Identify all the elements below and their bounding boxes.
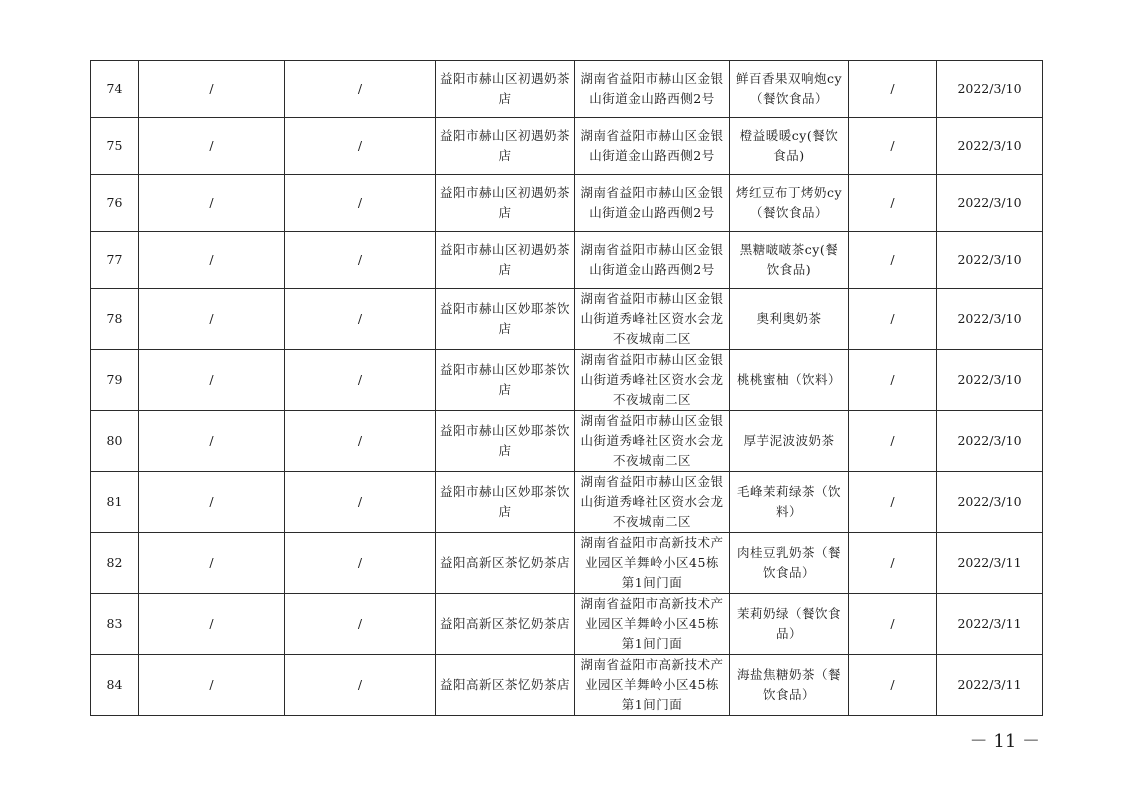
- page-number: － 11 －: [969, 731, 1040, 752]
- table-row: [91, 175, 1043, 232]
- cell-no: 79: [91, 350, 139, 411]
- cell-store-name: 益阳市赫山区初遇奶茶店: [436, 175, 575, 232]
- cell-address: 湖南省益阳市高新技术产业园区羊舞岭小区45栋第1间门面: [575, 533, 730, 594]
- cell-store-name: 益阳市赫山区妙耶茶饮店: [436, 289, 575, 350]
- cell-date: 2022/3/10: [937, 232, 1043, 289]
- cell-col2: /: [139, 655, 285, 716]
- cell-product: 厚芋泥波波奶茶: [730, 411, 849, 472]
- cell-no: 78: [91, 289, 139, 350]
- cell-date: 2022/3/10: [937, 472, 1043, 533]
- cell-store-name: 益阳市赫山区初遇奶茶店: [436, 232, 575, 289]
- cell-col7: /: [849, 175, 937, 232]
- cell-col2: /: [139, 175, 285, 232]
- cell-store-name: 益阳高新区茶忆奶茶店: [436, 655, 575, 716]
- cell-col2: /: [139, 594, 285, 655]
- cell-col7: /: [849, 472, 937, 533]
- cell-col2: /: [139, 118, 285, 175]
- cell-product: 鲜百香果双响炮cy（餐饮食品）: [730, 61, 849, 118]
- cell-no: 75: [91, 118, 139, 175]
- cell-col3: /: [285, 594, 436, 655]
- cell-col3: /: [285, 472, 436, 533]
- cell-col2: /: [139, 289, 285, 350]
- cell-date: 2022/3/11: [937, 594, 1043, 655]
- cell-col7: /: [849, 350, 937, 411]
- cell-date: 2022/3/11: [937, 655, 1043, 716]
- cell-date: 2022/3/10: [937, 175, 1043, 232]
- cell-address: 湖南省益阳市赫山区金银山街道秀峰社区资水会龙不夜城南二区: [575, 350, 730, 411]
- cell-col7: /: [849, 533, 937, 594]
- cell-no: 77: [91, 232, 139, 289]
- cell-no: 80: [91, 411, 139, 472]
- cell-product: 桃桃蜜柚（饮料）: [730, 350, 849, 411]
- cell-no: 84: [91, 655, 139, 716]
- cell-product: 橙益暖暖cy(餐饮食品): [730, 118, 849, 175]
- table-row: [91, 232, 1043, 289]
- cell-address: 湖南省益阳市赫山区金银山街道金山路西侧2号: [575, 232, 730, 289]
- cell-col7: /: [849, 655, 937, 716]
- cell-address: 湖南省益阳市赫山区金银山街道金山路西侧2号: [575, 118, 730, 175]
- cell-store-name: 益阳高新区茶忆奶茶店: [436, 594, 575, 655]
- cell-col3: /: [285, 533, 436, 594]
- table-body: [91, 61, 1043, 716]
- table-row: [91, 289, 1043, 350]
- cell-col2: /: [139, 232, 285, 289]
- cell-col3: /: [285, 61, 436, 118]
- cell-col7: /: [849, 61, 937, 118]
- cell-product: 毛峰茉莉绿茶（饮料）: [730, 472, 849, 533]
- cell-col3: /: [285, 118, 436, 175]
- table-row: [91, 594, 1043, 655]
- inspection-table: [90, 60, 1043, 716]
- cell-product: 黑糖啵啵茶cy(餐饮食品): [730, 232, 849, 289]
- cell-product: 奥利奥奶茶: [730, 289, 849, 350]
- cell-product: 烤红豆布丁烤奶cy（餐饮食品）: [730, 175, 849, 232]
- cell-address: 湖南省益阳市赫山区金银山街道金山路西侧2号: [575, 61, 730, 118]
- cell-no: 76: [91, 175, 139, 232]
- table-row: [91, 61, 1043, 118]
- cell-col3: /: [285, 175, 436, 232]
- cell-store-name: 益阳市赫山区妙耶茶饮店: [436, 350, 575, 411]
- cell-col7: /: [849, 289, 937, 350]
- cell-product: 海盐焦糖奶茶（餐饮食品）: [730, 655, 849, 716]
- cell-store-name: 益阳市赫山区初遇奶茶店: [436, 61, 575, 118]
- cell-address: 湖南省益阳市赫山区金银山街道秀峰社区资水会龙不夜城南二区: [575, 411, 730, 472]
- cell-col2: /: [139, 533, 285, 594]
- cell-address: 湖南省益阳市赫山区金银山街道秀峰社区资水会龙不夜城南二区: [575, 472, 730, 533]
- cell-product: 肉桂豆乳奶茶（餐饮食品）: [730, 533, 849, 594]
- cell-col2: /: [139, 350, 285, 411]
- cell-date: 2022/3/10: [937, 411, 1043, 472]
- cell-date: 2022/3/11: [937, 533, 1043, 594]
- table-row: [91, 411, 1043, 472]
- cell-date: 2022/3/10: [937, 61, 1043, 118]
- cell-store-name: 益阳市赫山区妙耶茶饮店: [436, 472, 575, 533]
- cell-store-name: 益阳高新区茶忆奶茶店: [436, 533, 575, 594]
- cell-col2: /: [139, 61, 285, 118]
- table-row: [91, 472, 1043, 533]
- cell-store-name: 益阳市赫山区初遇奶茶店: [436, 118, 575, 175]
- table-row: [91, 118, 1043, 175]
- cell-col7: /: [849, 594, 937, 655]
- table-row: [91, 533, 1043, 594]
- cell-product: 茉莉奶绿（餐饮食品）: [730, 594, 849, 655]
- cell-col7: /: [849, 232, 937, 289]
- cell-address: 湖南省益阳市赫山区金银山街道金山路西侧2号: [575, 175, 730, 232]
- cell-col7: /: [849, 118, 937, 175]
- cell-col3: /: [285, 655, 436, 716]
- cell-no: 81: [91, 472, 139, 533]
- cell-col3: /: [285, 350, 436, 411]
- cell-address: 湖南省益阳市赫山区金银山街道秀峰社区资水会龙不夜城南二区: [575, 289, 730, 350]
- cell-col3: /: [285, 411, 436, 472]
- cell-col2: /: [139, 411, 285, 472]
- cell-no: 82: [91, 533, 139, 594]
- cell-col7: /: [849, 411, 937, 472]
- cell-no: 74: [91, 61, 139, 118]
- cell-col3: /: [285, 289, 436, 350]
- cell-address: 湖南省益阳市高新技术产业园区羊舞岭小区45栋第1间门面: [575, 594, 730, 655]
- table-row: [91, 655, 1043, 716]
- cell-col3: /: [285, 232, 436, 289]
- table-row: [91, 350, 1043, 411]
- cell-date: 2022/3/10: [937, 289, 1043, 350]
- cell-date: 2022/3/10: [937, 118, 1043, 175]
- cell-address: 湖南省益阳市高新技术产业园区羊舞岭小区45栋第1间门面: [575, 655, 730, 716]
- cell-col2: /: [139, 472, 285, 533]
- cell-store-name: 益阳市赫山区妙耶茶饮店: [436, 411, 575, 472]
- cell-date: 2022/3/10: [937, 350, 1043, 411]
- cell-no: 83: [91, 594, 139, 655]
